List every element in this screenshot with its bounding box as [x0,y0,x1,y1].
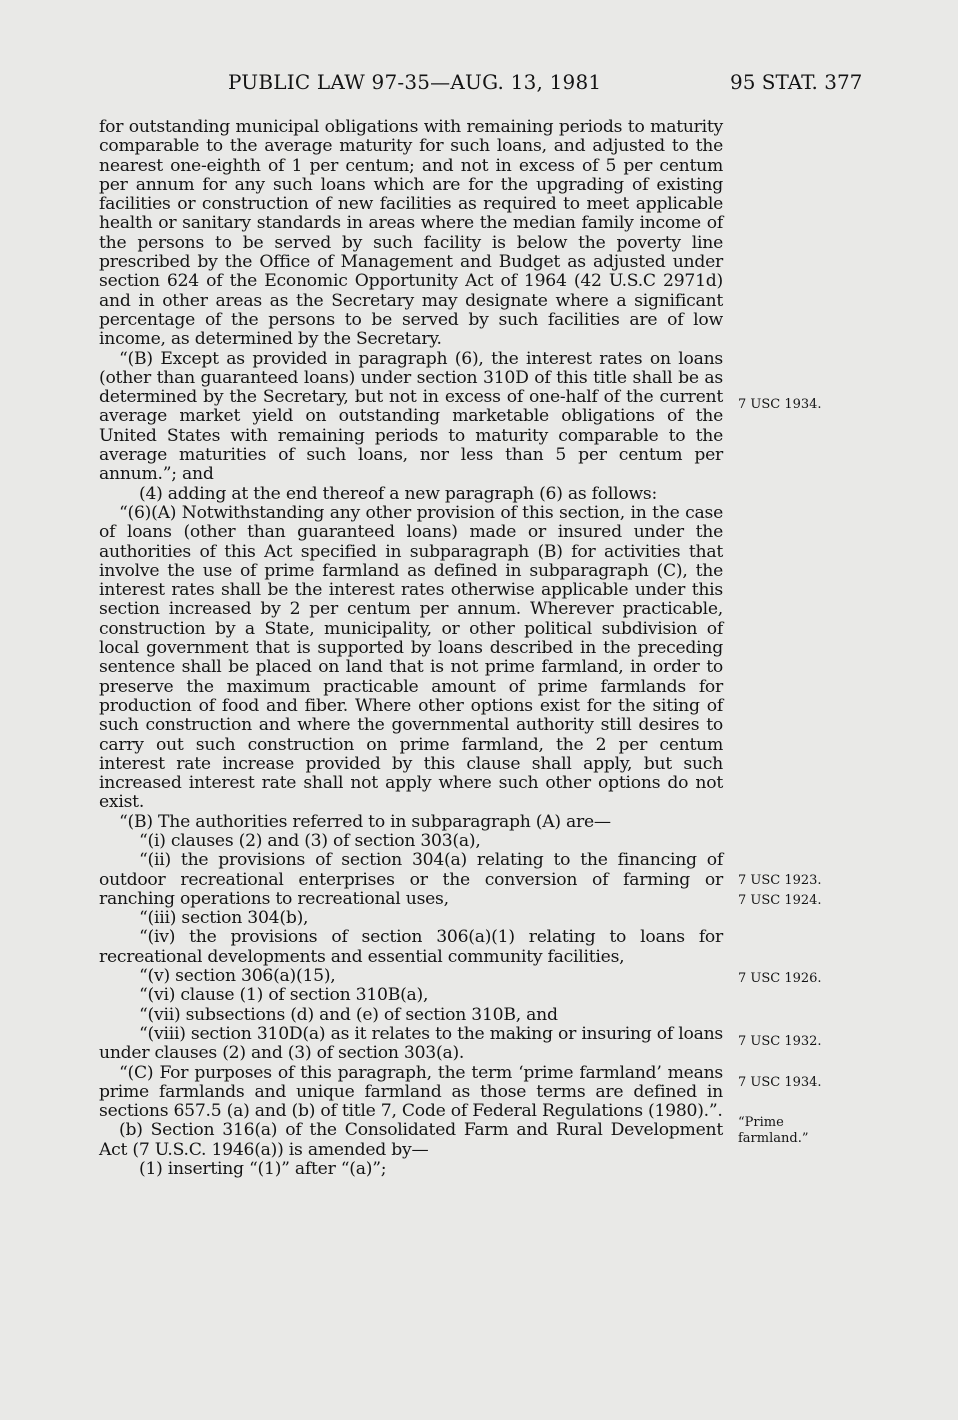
paragraph: (b) Section 316(a) of the Consolidated Farm and Rural Development Act (7 U.S.C. 1946(a)) is amended by— [99,1120,723,1160]
margin-citation: 7 USC 1924. [738,893,822,908]
list-item: “(vii) subsections (d) and (e) of section 310B, and [139,1004,558,1025]
list-item: “(viii) section 310D(a) as it relates to the making or insuring of loans under clauses (2) and (3) of section 303(a). [99,1023,723,1064]
list-item: “(vi) clause (1) of section 310B(a), [139,985,429,1006]
paragraph: “(B) The authorities referred to in subparagraph (A) are— [119,811,611,832]
body-text [99,118,723,1179]
paragraph: (1) inserting “(1)” after “(a)”; [139,1159,387,1180]
margin-definition-note-line1: “Prime [738,1115,784,1130]
margin-citation: 7 USC 1934. [738,1075,822,1090]
paragraph: (4) adding at the end thereof a new paragraph (6) as follows: [139,483,658,504]
paragraph: for outstanding municipal obligations with remaining periods to maturity comparable to the average maturity for such loans, and adjusted to the nearest one-eighth of 1 per centum; and not in excess of 5 per centum per annum for any such loans which are for the upgrading of existing facilities or construction of new facilities as required to meet applicable health or sanitary standards in areas where the median family income of the persons to be served by such facility is below the poverty line prescribed by the Office of Management and Budget as adjusted under section 624 of the Economic Opportunity Act of 1964 (42 U.S.C 2971d) and in other areas as the Secretary may designate where a significant percentage of the persons to be served by such facilities are of low income, as determined by the Secretary. [99,117,723,350]
margin-citation: 7 USC 1923. [738,873,822,888]
page-header-title: PUBLIC LAW 97-35—AUG. 13, 1981 [228,70,602,94]
list-item: “(v) section 306(a)(15), [139,966,336,987]
paragraph: “(B) Except as provided in paragraph (6), the interest rates on loans (other than guaranteed loans) under section 310D of this title shall be as determined by the Secretary, but not in excess of one-half of the current average market yield on outstanding marketable obligations of the United States with remaining periods to maturity comparable to the average maturities of such loans, nor less than 5 per centum per annum.”; and [99,348,723,485]
paragraph: “(6)(A) Notwithstanding any other provision of this section, in the case of loans (other than guaranteed loans) made or insured under the authorities of this Act specified in subparagraph (B) for activities that involve the use of prime farmland as defined in subparagraph (C), the interest rates shall be the interest rates otherwise applicable under this section increased by 2 per centum per annum. Wherever practicable, construction by a State, municipality, or other political subdivision of local government that is supported by loans described in the preceding sentence shall be placed on land that is not prime farmland, in order to preserve the maximum practicable amount of prime farmlands for production of food and fiber. Where other options exist for the siting of such construction and where the governmental authority still desires to carry out such construction on prime farmland, the 2 per centum interest rate increase provided by this clause shall apply, but such increased interest rate shall not apply where such other options do not exist. [99,502,723,813]
margin-citation: 7 USC 1932. [738,1034,822,1049]
list-item: “(iii) section 304(b), [139,908,309,929]
margin-citation: 7 USC 1926. [738,971,822,986]
list-item: “(i) clauses (2) and (3) of section 303(a), [139,830,481,851]
list-item: “(ii) the provisions of section 304(a) relating to the financing of outdoor recreational enterprises or the conversion of farming or ranching operations to recreational uses, [99,850,723,909]
margin-definition-note-line2: farmland.” [738,1131,809,1146]
paragraph: “(C) For purposes of this paragraph, the term ‘prime farmland’ means prime farmlands and unique farmland as those terms are defined in sections 657.5 (a) and (b) of title 7, Code of Federal Regulations (1980).”. [99,1062,723,1122]
page-header-stat: 95 STAT. 377 [730,70,863,94]
list-item: “(iv) the provisions of section 306(a)(1) relating to loans for recreational developments and essential community facilities, [99,927,723,967]
margin-citation: 7 USC 1934. [738,397,822,412]
